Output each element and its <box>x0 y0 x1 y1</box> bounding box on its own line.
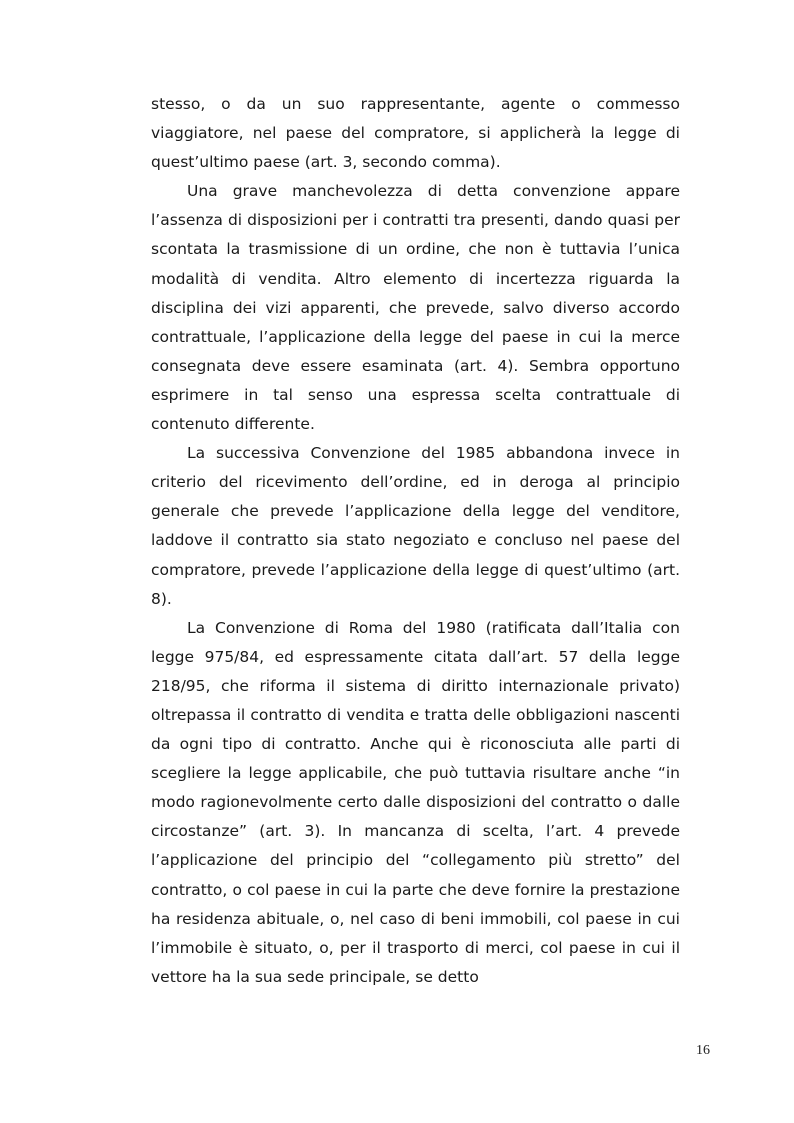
body-text <box>151 90 680 992</box>
paragraph-rome-convention: La Convenzione di Roma del 1980 (ratificata dall’Italia con legge 975/84, ed espressamente citata dall’art. 57 della legge 218/95, che riforma il sistema di diritto internazionale privato) oltrepassa il contratto di vendita e tratta delle obbligazioni nascenti da ogni tipo di contratto. Anche qui è riconosciuta alle parti di scegliere la legge applicabile, che può tuttavia risultare anche “in modo ragionevolmente certo dalle disposizioni del contratto o dalle circostanze” (art. 3). In mancanza di scelta, l’art. 4 prevede l’applicazione del principio del “collegamento più stretto” del contratto, o col paese in cui la parte che deve fornire la prestazione ha residenza abituale, o, nel caso di beni immobili, col paese in cui l’immobile è situato, o, per il trasporto di merci, col paese in cui il vettore ha la sua sede principale, se detto <box>151 618 680 986</box>
paragraph-convention-shortcoming: Una grave manchevolezza di detta convenzione appare l’assenza di disposizioni per i contratti tra presenti, dando quasi per scontata la trasmissione di un ordine, che non è tuttavia l’unica modalità di vendita. Altro elemento di incertezza riguarda la disciplina dei vizi apparenti, che prevede, salvo diverso accordo contrattuale, l’applicazione della legge del paese in cui la merce consegnata deve essere esaminata (art. 4). Sembra opportuno esprimere in tal senso una espressa scelta contrattuale di contenuto differente. <box>151 182 680 434</box>
paragraph-convention-1985: La successiva Convenzione del 1985 abbandona invece in criterio del ricevimento dell’ordine, ed in deroga al principio generale che prevede l’applicazione della legge del venditore, laddove il contratto sia stato negoziato e concluso nel paese del compratore, prevede l’applicazione della legge di quest’ultimo (art. 8). <box>151 444 680 608</box>
paragraph-continuation: stesso, o da un suo rappresentante, agente o commesso viaggiatore, nel paese del compratore, si applicherà la legge di quest’ultimo paese (art. 3, secondo comma). <box>151 95 680 172</box>
page-number: 16 <box>696 1043 710 1058</box>
